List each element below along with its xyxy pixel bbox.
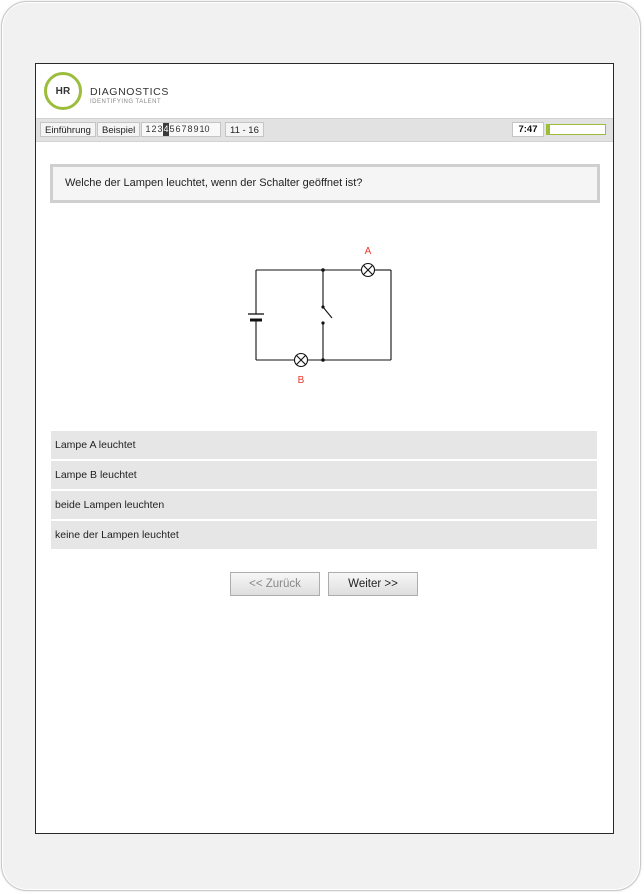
page-selector [141,122,221,137]
answer-option[interactable]: Lampe B leuchtet [51,461,597,489]
answer-option[interactable]: beide Lampen leuchten [51,491,597,519]
switch-lever [323,307,332,318]
page-number-7[interactable]: 7 [181,124,187,134]
page-number-2[interactable]: 2 [151,124,157,134]
lamp-b-label: B [297,375,305,386]
switch-contact-bottom [321,321,324,324]
junction-dot-bottom [321,358,325,362]
answer-option[interactable]: keine der Lampen leuchtet [51,521,597,549]
back-button[interactable]: << Zurück [230,572,320,596]
time-progress-fill [547,125,550,134]
page-number-1[interactable]: 1 [145,124,151,134]
page-number-9[interactable]: 9 [193,124,199,134]
page-number-6[interactable]: 6 [175,124,181,134]
tablet-frame [1,1,641,891]
page-number-3[interactable]: 3 [157,124,163,134]
page-number-5[interactable]: 5 [169,124,175,134]
logo-mark: HR [55,85,71,97]
circuit-diagram [236,238,406,388]
question-text: Welche der Lampen leuchtet, wenn der Schalter geöffnet ist? [50,164,600,203]
answer-option[interactable]: Lampe A leuchtet [51,431,597,459]
timer: 7:47 [512,122,544,137]
logo-tagline: IDENTIFYING TALENT [90,99,162,105]
answer-list [51,431,597,551]
next-block-button[interactable]: 11 - 16 [225,122,264,137]
intro-button[interactable]: Einführung [40,122,96,137]
time-progress-bar [546,124,606,135]
page-number-10[interactable]: 10 [199,124,210,134]
test-navigation-bar [36,118,613,142]
page-number-4[interactable]: 4 [163,124,169,134]
logo-text [90,86,169,105]
example-button[interactable]: Beispiel [97,122,140,137]
next-button[interactable]: Weiter >> [328,572,418,596]
junction-dot-top [321,268,325,272]
logo-ring-icon [44,72,82,110]
logo-name: DIAGNOSTICS [90,86,169,98]
switch-contact-top [321,305,324,308]
lamp-a-label: A [364,246,372,257]
page-number-8[interactable]: 8 [187,124,193,134]
screen [35,63,614,834]
